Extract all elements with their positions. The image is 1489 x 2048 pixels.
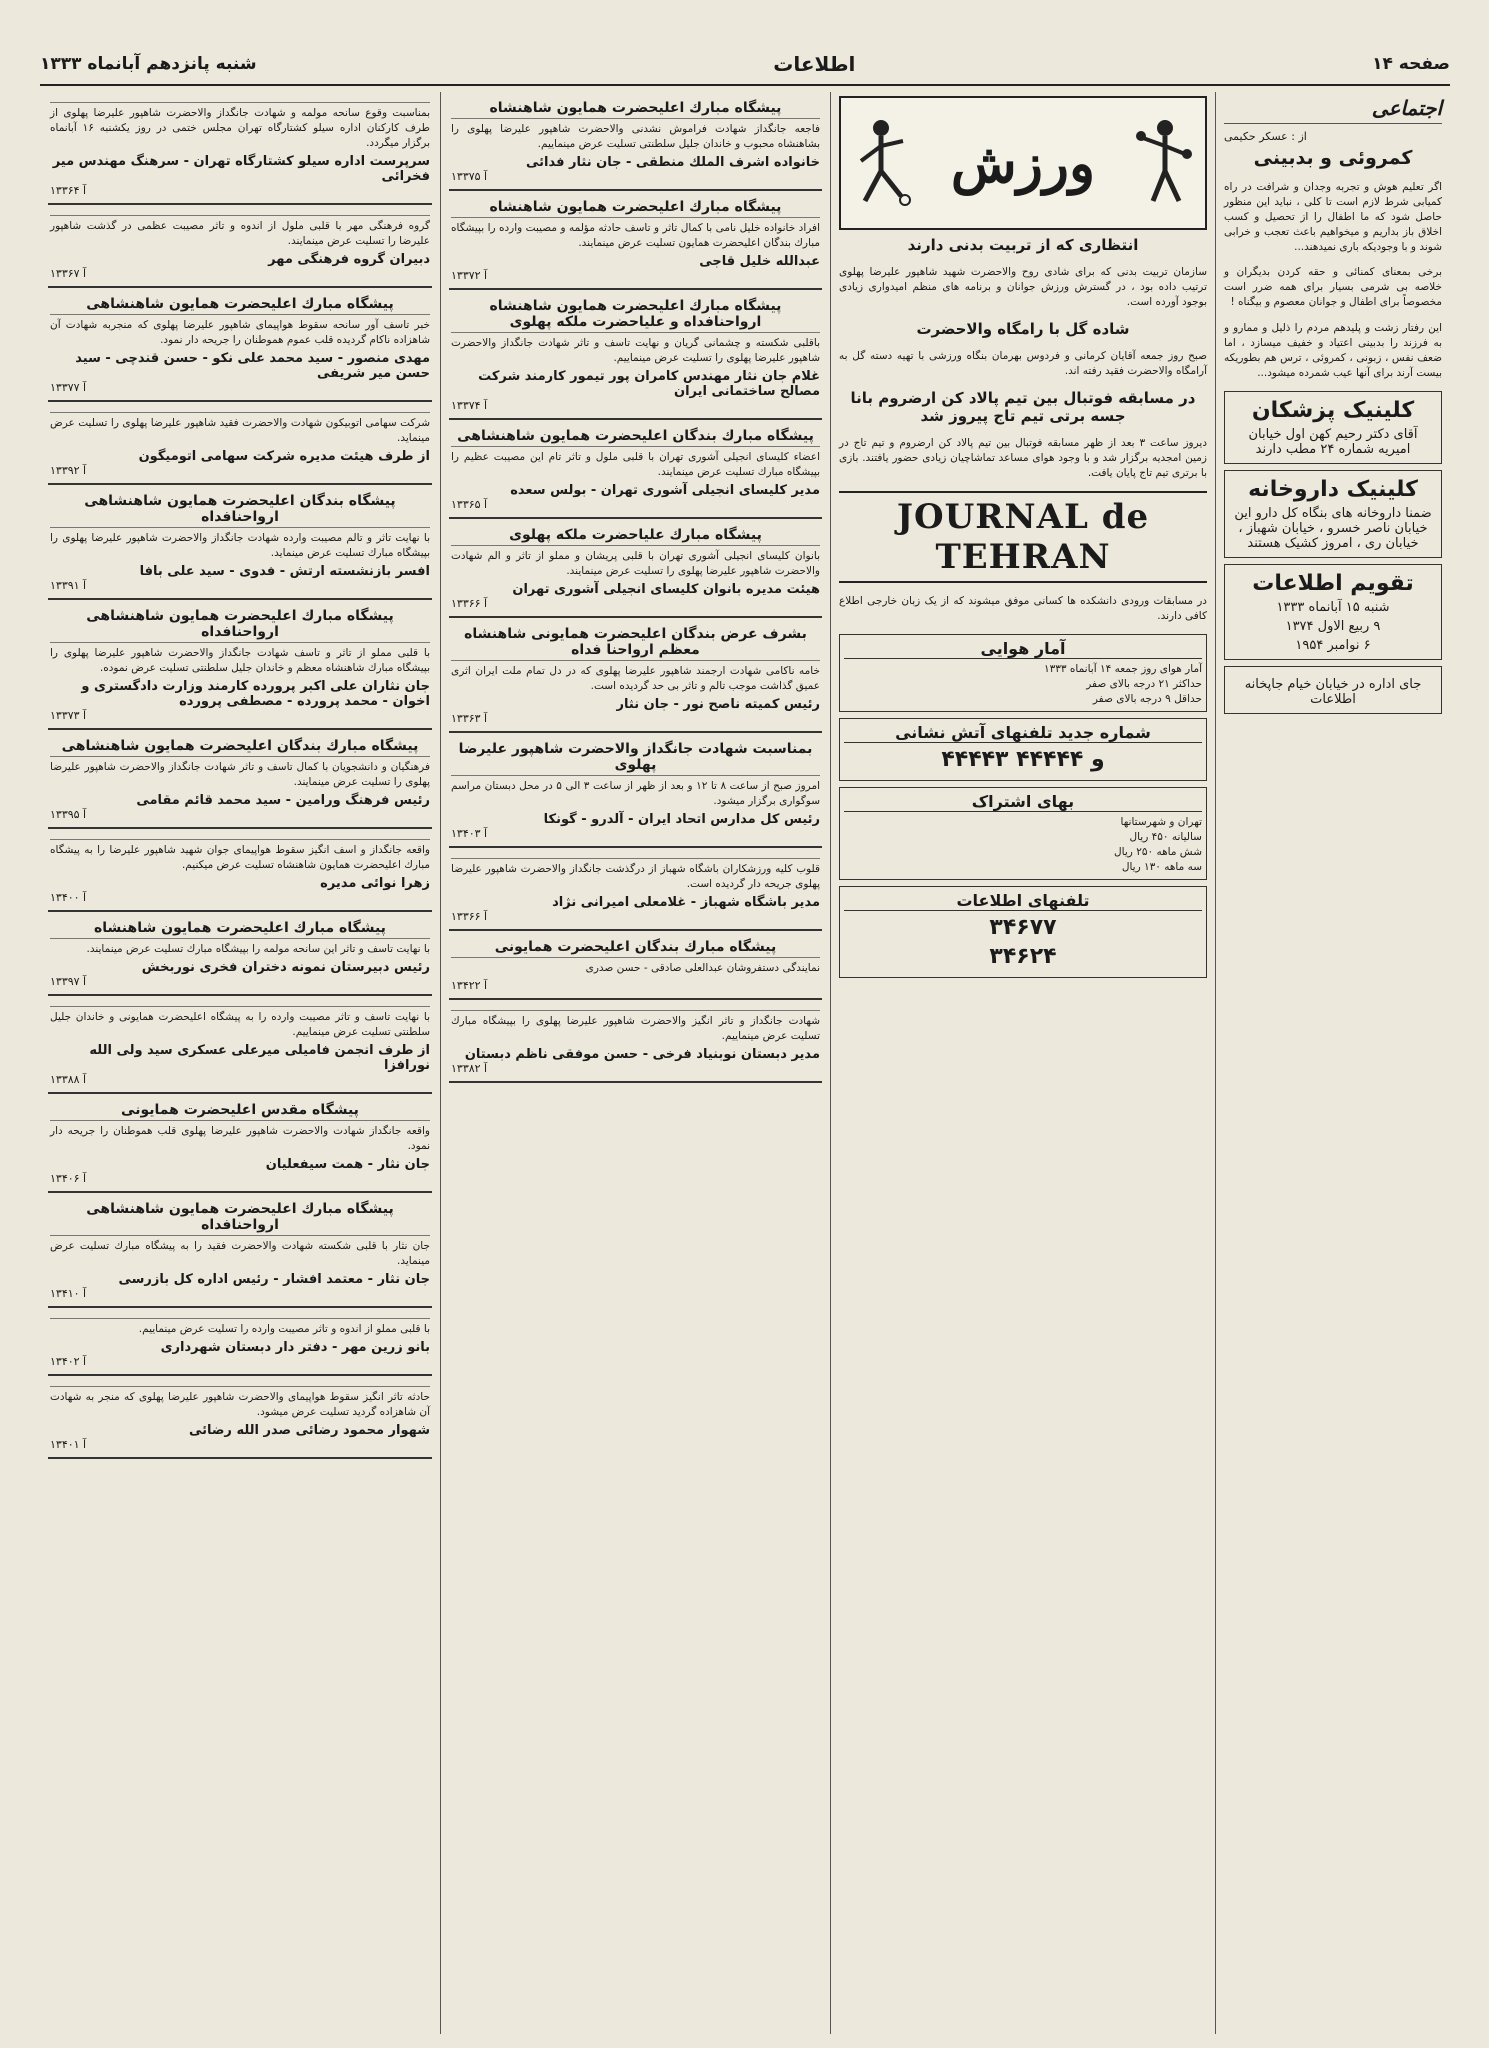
sports-banner <box>839 96 1207 230</box>
notice-code: آ ۱۳۳۶۷ <box>50 267 87 280</box>
notice-body: بمناسبت وقوع سانحه مولمه و شهادت جانگداز والاحضرت شاهپور علیرضا پهلوی از طرف کارکنان اداره سیلو کشتارگاه تهران مجلس ختمی در روز یکشنبه ۱۶ آبانماه برگزار میگردد. <box>50 107 430 149</box>
condolence-notice <box>48 916 432 996</box>
condolence-notice <box>48 1197 432 1308</box>
notice-body: باقلبی شکسته و چشمانی گریان و نهایت تاسف و تاثر شهادت جانگداز والاحضرت شاهپور علیرضا پهلوی را تسلیت عرض مینماییم. <box>451 337 820 364</box>
notice-heading: پیشگاه مبارك اعلیحضرت همایون شاهنشاهی ارواحنافداه <box>50 1201 430 1236</box>
notice-heading: پیشگاه مبارك اعلیحضرت همایون شاهنشاه ارواحنافداه و علیاحضرت ملکه پهلوی <box>451 298 820 333</box>
notice-heading <box>50 837 430 840</box>
page-number: صفحه ۱۴ <box>1372 54 1450 74</box>
condolence-notice <box>48 604 432 730</box>
notice-heading <box>50 410 430 413</box>
notice-heading <box>50 213 430 216</box>
notice-heading: پیشگاه مبارك بندگان اعلیحضرت همایون شاهنشاهی <box>451 428 820 447</box>
condolence-notice <box>48 734 432 829</box>
notice-signature: رئیس کل مدارس اتحاد ایران - آلدرو - گونکا <box>543 812 820 827</box>
condolence-notice <box>48 1000 432 1094</box>
info-boxes <box>839 634 1207 712</box>
condolence-notice <box>449 195 822 290</box>
condolence-notice <box>449 935 822 1000</box>
sports-title: ورزش <box>950 131 1096 195</box>
pharmacy-ad-body: ضمنا داروخانه های بنگاه کل دارو این خیابان ناصر خسرو ، خیابان شهباز ، خیابان ری ، امروز کشیک هستند <box>1234 506 1432 551</box>
condolence-notice <box>48 406 432 485</box>
notice-body: با نهایت تاسف و تاثر مصیبت وارده را به پیشگاه اعلیحضرت همایونی و خاندان جلیل سلطنتی تسلیت عرض مینماییم. <box>50 1011 430 1038</box>
fire-phone: ۴۴۴۴۳ و ۴۴۴۴۴ <box>941 747 1105 772</box>
notice-heading: پیشگاه مقدس اعلیحضرت همایونی <box>50 1102 430 1121</box>
notice-code: آ ۱۳۳۷۷ <box>50 381 87 394</box>
notice-heading: پیشگاه مبارك اعلیحضرت همایون شاهنشاه <box>50 920 430 939</box>
sports-column <box>830 92 1215 2034</box>
notice-body: نمایندگی دستفروشان عبدالعلی صادقی - حسن صدری <box>585 962 820 974</box>
notice-heading: پیشگاه بندگان اعلیحضرت همایون شاهنشاهی ارواحنافداه <box>50 493 430 528</box>
notice-body: با قلبی مملو از اندوه و تاثر مصیبت وارده را تسلیت عرض مینماییم. <box>138 1323 430 1335</box>
condolence-notice <box>449 622 822 733</box>
calendar-box <box>1224 564 1442 660</box>
notice-signature: بانو زرین مهر - دفتر دار دبستان شهرداری <box>160 1340 430 1355</box>
notice-code: آ ۱۳۴۰۳ <box>451 827 488 840</box>
subscription-line: تهران و شهرستانها <box>1120 816 1202 828</box>
notice-heading: پیشگاه مبارك اعلیحضرت همایون شاهنشاهی <box>50 296 430 315</box>
weather-title: آمار هوایی <box>844 639 1202 659</box>
notice-code: آ ۱۳۴۰۰ <box>50 891 87 904</box>
phones-box <box>839 886 1207 978</box>
notice-code: آ ۱۳۳۶۳ <box>451 712 488 725</box>
notice-signature: سرپرست اداره سیلو کشتارگاه تهران - سرهنگ مهندس میر فخرائی <box>52 154 430 184</box>
article-body: سازمان تربیت بدنی که برای شادی روح والاحضرت شهید شاهپور علیرضا پهلوی ترتیب داده بود ، در گسترش ورزش جوانان و برنامه های منظم امیدواری زیادی بوجود آورده است. <box>839 265 1207 308</box>
notice-heading <box>451 1008 820 1011</box>
condolence-notice <box>48 1098 432 1193</box>
weather-box <box>839 634 1207 712</box>
notice-code: آ ۱۳۳۶۶ <box>451 910 488 923</box>
notice-heading: پیشگاه مبارك بندگان اعلیحضرت همایونی <box>451 939 820 958</box>
notice-code: آ ۱۳۳۸۲ <box>451 1062 488 1075</box>
notice-signature: دبیران گروه فرهنگی مهر <box>268 252 430 267</box>
article-headline: شاد‌ه گل با رامگاه والاحضرت <box>916 320 1130 338</box>
weather-line: آمار هوای روز جمعه ۱۴ آبانماه ۱۳۳۳ <box>1044 663 1202 675</box>
notice-code: آ ۱۳۳۹۷ <box>50 975 87 988</box>
notice-code: آ ۱۳۳۷۵ <box>451 170 488 183</box>
calendar-line: ۹ ربیع الاول ۱۳۷۴ <box>1285 619 1381 634</box>
calendar-title: تقویم اطلاعات <box>1252 571 1414 596</box>
notice-signature: هیئت مدیره بانوان کلیسای انجیلی آشوری تهران <box>512 582 820 597</box>
notice-body: فاجعه جانگداز شهادت فراموش نشدنی والاحضرت شاهپور علیرضا پهلوی را بشاهنشاه محبوب و خاندان جلیل سلطنتی تسلیت عرض مینماییم. <box>451 123 820 150</box>
notice-code: آ ۱۳۳۹۱ <box>50 579 87 592</box>
notice-heading: پیشگاه مبارك اعلیحضرت همایون شاهنشاهی ارواحنافداه <box>50 608 430 643</box>
condolence-notice <box>48 1312 432 1376</box>
notice-signature: جان نثار - همت سیفعلیان <box>265 1157 430 1172</box>
masthead <box>40 44 1450 86</box>
notice-body: حادثه تاثر انگیز سقوط هواپیمای والاحضرت شاهپور علیرضا پهلوی که منجر به شهادت آن شاهزاده گردید تسلیت عرض میشود. <box>50 1391 430 1418</box>
notice-body: قلوب کلیه ورزشکاران باشگاه شهباز از درگذشت جانگداز والاحضرت شاهپور علیرضا پهلوی جریحه دار گردیده است. <box>451 863 820 890</box>
notice-body: خبر تاسف آور سانحه سقوط هواپیمای شاهپور علیرضا پهلوی که منجربه شهادت آن شاهزاده ناکام گردیده قلب عموم هموطنان را جریحه دار نمود. <box>50 319 430 346</box>
article-headline: در مسابقه فوتبال بین تیم پالاد کن ارضروم بانا جسه برتی تیم تاج پیروز شد <box>850 389 1196 425</box>
notice-code: آ ۱۳۴۰۶ <box>50 1172 87 1185</box>
notice-heading: بشرف عرض بندگان اعلیحضرت همایونی شاهنشاه معظم ارواحنا فداه <box>451 626 820 661</box>
notice-body: شهادت جانگداز و تاثر انگیز والاحضرت شاهپور علیرضا پهلوی را بپیشگاه مبارك تسلیت عرض مینماییم. <box>451 1015 820 1042</box>
notice-signature: زهرا نوائی مدیره <box>320 876 430 891</box>
condolence-notice <box>449 294 822 420</box>
calendar-line: ۶ نوامبر ۱۹۵۴ <box>1295 638 1371 653</box>
condolence-notice <box>449 96 822 191</box>
footballer-icon <box>851 116 911 206</box>
subscription-box <box>839 787 1207 880</box>
notice-code: آ ۱۳۳۹۵ <box>50 808 87 821</box>
clinic-ad <box>1224 391 1442 464</box>
notice-code: آ ۱۳۴۱۰ <box>50 1287 87 1300</box>
fire-title: شماره جدید تلفنهای آتش نشانی <box>844 723 1202 743</box>
publisher-footer <box>1224 666 1442 714</box>
subscription-line: سه ماهه ۱۳۰ ریال <box>1121 861 1202 873</box>
notice-heading <box>50 1384 430 1387</box>
notice-signature: شهوار محمود رضائی صدر الله رضائی <box>188 1423 430 1438</box>
notice-body: بانوان کلیسای انجیلی آشوری تهران با قلبی پریشان و مملو از تاثر و الم شهادت والاحضرت شاهپور علیرضا پهلوی را تسلیت عرض مینمایند. <box>451 550 820 577</box>
article-paragraph: این رفتار زشت و پلیدهم مردم را ذلیل و ممارو و به فرزند را بدبینی اعتیاد و خفیف میسازد ، اما ضعف نفس ، زبونی ، کمروئی ، ترس هم بطوریکه بیست آرند برای آنها عیب شمرده میشود... <box>1224 321 1442 379</box>
notice-signature: عبدالله خلیل قاجی <box>699 254 820 269</box>
subscription-line: سالیانه ۴۵۰ ریال <box>1129 831 1202 843</box>
article-headline: انتظاری که از تربیت بدنی دارند <box>907 236 1139 254</box>
condolence-notice <box>48 1380 432 1459</box>
notice-body: گروه فرهنگی مهر با قلبی ملول از اندوه و تاثر مصیبت عظمی در گذشت شاهپور علیرضا را تسلیت عرض مینمایند. <box>50 220 430 247</box>
condolence-notice <box>449 737 822 848</box>
notice-signature: مدیر باشگاه شهباز - غلامعلی امیرانی نژاد <box>552 895 820 910</box>
notice-body: اعضاء کلیسای انجیلی آشوری تهران با قلبی ملول و تاثر تام این مصیبت عظیم را بپیشگاه مبارك تسلیت عرض مینمایند. <box>451 451 820 478</box>
notice-heading: پیشگاه مبارك علیاحضرت ملکه پهلوی <box>451 527 820 546</box>
publisher-address: جای اداره در خیابان خیام جاپخانه اطلاعات <box>1244 677 1422 707</box>
condolence-notice <box>449 523 822 618</box>
condolence-notice <box>48 209 432 288</box>
notice-signature: از طرف انجمن فامیلی میرعلی عسکری سید ولی الله نورافزا <box>89 1043 430 1073</box>
condolence-notice <box>449 852 822 931</box>
article-paragraph: اگر تعلیم هوش و تجربه وجدان و شرافت در راه کمیابی شرط لازم است تا کلی ، نباید این منظور حاصل شود که ما اطفال را از تحصیل و کسب اخلاق باز بداریم و میخواهیم باعث تعجب و خرابی شوند و با وجودیکه باری نمیدهند... <box>1224 180 1442 253</box>
phone-number: ۳۴۶۷۷ <box>989 915 1057 940</box>
notice-body: با نهایت تاثر و تالم مصیبت وارده شهادت جانگداز والاحضرت شاهپور علیرضا پهلوی را بپیشگاه مبارك تسلیت عرض مینماید. <box>50 532 430 559</box>
notice-body: خامه ناکامی شهادت ارجمند شاهپور علیرضا پهلوی که در دل تمام ملت ایران اثری عمیق گذاشت موجب تالم و تاثر بی حد گردیده است. <box>451 665 820 692</box>
condolence-notice <box>48 292 432 402</box>
notice-code: آ ۱۳۳۹۲ <box>50 464 87 477</box>
notice-signature: مدیر دبستان نوبنیاد فرخی - حسن موفقی ناظم دبستان <box>464 1047 820 1062</box>
notice-heading: پیشگاه مبارك بندگان اعلیحضرت همایون شاهنشاهی <box>50 738 430 757</box>
notices-column-1 <box>40 92 440 2034</box>
notice-code: آ ۱۳۳۷۴ <box>451 399 488 412</box>
phones-title: تلفنهای اطلاعات <box>844 891 1202 911</box>
journal-de-tehran-banner: JOURNAL de TEHRAN <box>839 491 1207 583</box>
clinic-ad-body: آقای دکتر رحیم کهن اول خیابان امیریه شماره ۲۴ مطب دارند <box>1248 427 1418 457</box>
condolence-notice <box>48 833 432 912</box>
notice-code: آ ۱۳۴۲۲ <box>451 979 488 992</box>
notice-signature: رئیس کمیته ناصح نور - جان نثار <box>616 697 820 712</box>
notice-body: با نهایت تاسف و تاثر این سانحه مولمه را بپیشگاه مبارك تسلیت عرض مینمایند. <box>86 943 430 955</box>
notice-body: افراد خانواده خلیل نامی با کمال تاثر و تاسف حادثه مؤلمه و مصیبت وارده را بپیشگاه مبارك بندگان اعلیحضرت همایون تسلیت عرض مینمایند. <box>451 222 820 249</box>
notice-heading <box>50 1316 430 1319</box>
condolence-notice <box>449 1004 822 1083</box>
notice-code: آ ۱۳۳۷۳ <box>50 709 87 722</box>
notice-signature: مهدی منصور - سید محمد علی نکو - حسن قندچی - سید حسن میر شریفی <box>75 351 430 381</box>
article-title: کمروئی و بدبینی <box>1253 147 1413 169</box>
notice-body: شرکت سهامی اتوبیکون شهادت والاحضرت فقید شاهپور علیرضا پهلوی را تسلیت عرض مینماید. <box>50 417 430 444</box>
byline: از : عسکر حکیمی <box>1224 130 1307 143</box>
notice-heading: پیشگاه مبارك اعلیحضرت همایون شاهنشاه <box>451 100 820 119</box>
calendar-line: شنبه ۱۵ آبانماه ۱۳۳۳ <box>1276 600 1390 615</box>
subscription-line: شش ماهه ۲۵۰ ریال <box>1114 846 1202 858</box>
notice-body: جان نثار با قلبی شکسته شهادت والاحضرت فقید را به پیشگاه مبارك تسلیت عرض مینماید. <box>50 1240 430 1267</box>
notice-code: آ ۱۳۴۰۱ <box>50 1438 87 1451</box>
notice-signature: مدیر کلیسای انجیلی آشوری تهران - بولس سعده <box>510 483 820 498</box>
condolence-notice <box>449 424 822 519</box>
notice-heading: بمناسبت شهادت جانگداز والاحضرت شاهپور علیرضا پهلوی <box>451 741 820 776</box>
notice-heading <box>50 100 430 103</box>
notice-code: آ ۱۳۳۶۶ <box>451 597 488 610</box>
notice-body: واقعه جانگداز شهادت والاحضرت شاهپور علیرضا پهلوی قلب هموطنان را جریحه دار نمود. <box>50 1125 430 1152</box>
notice-body: امروز صبح از ساعت ۸ تا ۱۲ و بعد از ظهر از ساعت ۳ الی ۵ در محل دبستان مراسم سوگواری برگزار میشود. <box>451 780 821 807</box>
condolence-notice <box>48 489 432 600</box>
social-column <box>1215 92 1450 2034</box>
fire-box <box>839 718 1207 781</box>
article-paragraph: برخی بمعنای کمنائی و حقه کردن بدیگران و خلاصه بی شرمی بسیار برای همه ضرر است مخصوصاً برای اطفال و جوانان معصوم و بیگناه ! <box>1224 266 1442 308</box>
boxer-icon <box>1135 116 1195 206</box>
pharmacy-ad <box>1224 470 1442 558</box>
notices-column-2 <box>440 92 830 2034</box>
notice-signature: جان نثاران علی اکبر پرورده کارمند وزارت دادگستری و اخوان - محمد پرورده - مصطفی پرورده <box>81 679 430 709</box>
pharmacy-ad-title: کلینیک داروخانه <box>1248 477 1418 502</box>
notice-signature: جان نثار - معتمد افشار - رئیس اداره کل بازرسی <box>118 1272 430 1287</box>
notice-code: آ ۱۳۳۶۴ <box>50 184 87 197</box>
notice-body: فرهنگیان و دانشجویان با کمال تاسف و تاثر شهادت جانگداز والاحضرت شاهپور علیرضا پهلوی را تسلیت عرض مینمایند. <box>50 761 430 788</box>
notice-signature: افسر بازنشسته ارتش - فدوی - سید علی بافا <box>139 564 430 579</box>
notice-code: آ ۱۳۴۰۲ <box>50 1355 87 1368</box>
notice-heading <box>50 1004 430 1007</box>
notice-signature: خانواده اشرف الملك منطقی - جان نثار فدائی <box>526 155 820 170</box>
notice-body: واقعه جانگداز و اسف انگیز سقوط هواپیمای جوان شهید شاهپور علیرضا را به پیشگاه مبارك اعلیحضرت همایون شاهنشاه تسلیت عرض میکنیم. <box>50 844 430 871</box>
notice-heading <box>451 856 820 859</box>
subscription-title: بهای اشتراک <box>844 792 1202 812</box>
notice-signature: رئیس دبیرستان نمونه دختران فخری نوربخش <box>141 960 430 975</box>
weather-line: حداکثر ۲۱ درجه بالای صفر <box>1086 678 1202 690</box>
notice-code: آ ۱۳۳۶۵ <box>451 498 488 511</box>
section-label: اجتماعی <box>1224 96 1442 124</box>
notice-heading: پیشگاه مبارك اعلیحضرت همایون شاهنشاه <box>451 199 820 218</box>
condolence-notice <box>48 96 432 205</box>
weather-line: حداقل ۹ درجه بالای صفر <box>1092 693 1202 705</box>
notice-signature: غلام جان نثار مهندس کامران پور تیمور کارمند شرکت مصالح ساختمانی ایران <box>478 369 820 399</box>
journal-text: در مسابقات ورودی دانشکده ها کسانی موفق میشوند که از یک زبان خارجی اطلاع کافی دارند. <box>839 594 1207 622</box>
article-body: دیروز ساعت ۳ بعد از ظهر مسابقه فوتبال بین تیم پالاد کن ارضروم و تیم تاج در زمین امجدیه برگزار شد و با وجود هوای مساعد تماشاچیان زیادی حضور یافتند. بازی با برتری تیم تاج پایان یافت. <box>839 436 1208 479</box>
phone-number: ۳۴۶۲۴ <box>989 944 1057 969</box>
article-body: صبح روز جمعه آقایان کرمانی و فردوس بهرمان بنگاه ورزشی با تهیه دسته گل به آرامگاه والاحضرت فقید رفته اند. <box>839 349 1207 377</box>
notice-code: آ ۱۳۳۷۲ <box>451 269 488 282</box>
notice-body: با قلبی مملو از تاثر و تاسف شهادت جانگداز والاحضرت شاهپور علیرضا پهلوی را بپیشگاه مبارك شاهنشاه معظم و خاندان جلیل سلطنتی تسلیت عرض نموده. <box>50 647 430 674</box>
notice-code: آ ۱۳۳۸۸ <box>50 1073 87 1086</box>
notice-signature: رئیس فرهنگ ورامین - سید محمد قائم مقامی <box>136 793 430 808</box>
newspaper-name: اطلاعات <box>773 52 856 76</box>
notice-signature: از طرف هیئت مدیره شرکت سهامی اتومیگون <box>138 449 430 464</box>
clinic-ad-title: کلینیک پزشکان <box>1251 398 1415 423</box>
newspaper-page <box>40 44 1450 2034</box>
issue-date: شنبه پانزدهم آبانماه ۱۳۳۳ <box>40 54 257 74</box>
